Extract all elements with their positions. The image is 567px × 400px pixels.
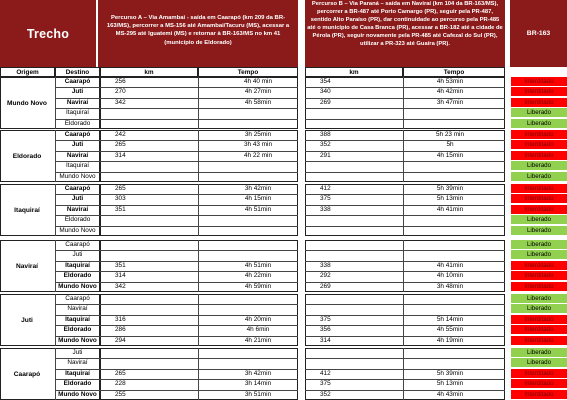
route-a-km-cell: 342 <box>115 282 126 290</box>
route-a-km-cell: 351 <box>115 261 126 269</box>
route-b-km-cell <box>320 250 350 260</box>
route-a-km-cell: 256 <box>115 78 126 85</box>
destination-cell: Caarapó <box>64 78 91 85</box>
route-a-time-cell <box>228 294 288 304</box>
route-b-time-cell: 4h 42min <box>436 88 464 96</box>
route-b-time-cell: 4h 19min <box>436 336 464 344</box>
route-a-km-cell: 286 <box>115 326 126 334</box>
origin-block <box>0 240 567 292</box>
route-a-time-cell: 4h 27min <box>244 88 272 96</box>
br163-status-cell: Interditado <box>511 325 567 335</box>
destination-cell: Mundo Novo <box>58 282 97 290</box>
route-b-km-cell: 291 <box>320 151 331 159</box>
br163-status-cell: Interditado <box>511 261 567 271</box>
route-b-time-cell: 5h 13min <box>436 380 464 388</box>
route-a-time-cell: 3h 25min <box>244 131 272 138</box>
br163-status-cell: Interditado <box>511 390 567 400</box>
route-b-time-cell: 3h 47min <box>436 98 464 106</box>
route-a-time-cell: 3h 42min <box>244 369 272 377</box>
br163-status-cell: Interditado <box>511 98 567 108</box>
route-b-km-cell <box>320 119 350 129</box>
route-b-km-cell <box>320 294 350 304</box>
destination-cell: Mundo Novo <box>59 172 96 180</box>
route-a-time-cell <box>228 240 288 250</box>
route-a-time-cell <box>228 226 288 236</box>
route-a-time-cell <box>228 348 288 358</box>
br163-status-cell: Liberado <box>511 358 567 368</box>
br163-status-cell: Interditado <box>511 205 567 215</box>
destination-cell: Mundo Novo <box>58 336 97 344</box>
column-divider <box>198 348 199 400</box>
br163-status-cell: Interditado <box>511 369 567 379</box>
destination-cell: Juti <box>71 141 84 149</box>
route-a-km-cell <box>115 348 145 358</box>
route-a-km-cell <box>115 226 145 236</box>
route-b-time-cell <box>420 304 480 314</box>
destination-cell: Caarapó <box>64 131 91 138</box>
column-divider <box>403 130 404 182</box>
route-b-km-cell: 352 <box>320 141 331 149</box>
destination-cell: Naviraí <box>66 151 89 159</box>
route-b-km-cell: 269 <box>320 98 331 106</box>
route-b-km-cell <box>320 358 350 368</box>
br163-status-cell: Interditado <box>511 282 567 292</box>
destination-cell: Itaquiraí <box>65 315 90 323</box>
route-a-time-cell: 4h 51min <box>244 205 272 213</box>
route-a-time-cell: 4h 6min <box>246 326 270 334</box>
br163-status-cell: Liberado <box>511 226 567 236</box>
route-b-km-cell <box>320 108 350 118</box>
route-b-time-cell: 5h 14min <box>436 315 464 323</box>
destination-cell: Itaquiraí <box>65 109 90 117</box>
column-divider <box>403 294 404 346</box>
destination-cell: Mundo Novo <box>59 226 96 234</box>
destination-cell: Eldorado <box>64 119 91 127</box>
route-b-description: Percurso B – Via Paraná – saída em Naviraí (km 104 da BR-163/MS), percorrer a BR-487 até Porto Camargo (PR), seguir pela PR-487, sentido Alto Paraíso (PR), dar continuidade ao percurso pela PR-485 até o município de Casa Branca (PR), acessar a BR-182 até a cidade de Pérola (PR), seguir novamente pela PR-485 até Cafezal do Sul (PR), utilizar a PR-323 até Guaíra (PR). <box>305 0 505 67</box>
origin-label: Juti <box>21 316 33 324</box>
route-b-time-cell <box>420 161 480 171</box>
route-a-km-cell: 270 <box>115 88 126 96</box>
route-a-km-cell <box>115 304 145 314</box>
route-a-km-cell <box>115 250 145 260</box>
br163-status-cell: Interditado <box>511 315 567 325</box>
route-b-time-cell: 4h 43min <box>436 390 464 398</box>
br163-status-cell: Interditado <box>511 194 567 204</box>
destination-cell: Juti <box>71 88 84 96</box>
br163-status-cell: Interditado <box>511 271 567 281</box>
br163-status-cell: Interditado <box>511 336 567 346</box>
origin-label: Naviraí <box>16 262 38 270</box>
route-b-km-cell: 356 <box>320 326 331 334</box>
route-b-time-cell <box>420 226 480 236</box>
br163-status-cell: Liberado <box>511 161 567 171</box>
column-divider <box>403 348 404 400</box>
br163-status-cell: Interditado <box>511 379 567 389</box>
destination-cell: Caarapó <box>64 185 91 192</box>
destination-cell: Naviraí <box>67 305 88 313</box>
destination-cell: Itaquiraí <box>65 369 90 377</box>
route-b-km-cell: 375 <box>320 195 331 203</box>
route-b-km-cell: 269 <box>320 282 331 290</box>
route-a-time-cell <box>228 215 288 225</box>
column-divider <box>403 240 404 292</box>
column-divider <box>198 77 199 129</box>
route-a-time-cell <box>228 108 288 118</box>
route-b-km-cell <box>320 240 350 250</box>
route-b-km-cell <box>320 161 350 171</box>
route-b-time-cell <box>420 119 480 129</box>
route-a-km-cell: 314 <box>115 272 126 280</box>
route-b-time-cell <box>420 250 480 260</box>
destination-cell: Eldorado <box>63 272 92 280</box>
origin-block <box>0 294 567 346</box>
route-a-time-cell: 4h 22 min <box>243 151 273 159</box>
destination-cell: Juti <box>71 195 84 203</box>
route-b-km-cell: 340 <box>320 88 331 96</box>
br163-status-cell: Liberado <box>511 215 567 225</box>
route-b-time-cell: 4h 55min <box>436 326 464 334</box>
br163-status-cell: Interditado <box>511 130 567 140</box>
column-divider <box>198 294 199 346</box>
route-a-km-cell: 342 <box>115 98 126 106</box>
route-a-time-cell: 4h 59min <box>244 282 272 290</box>
destination-cell: Caarapó <box>65 295 90 302</box>
destination-cell: Mundo Novo <box>58 390 97 398</box>
destination-cell: Itaquiraí <box>65 261 90 269</box>
br163-status-cell: Interditado <box>511 184 567 194</box>
route-a-km-cell <box>115 108 145 118</box>
column-divider <box>403 77 404 129</box>
route-a-km-cell: 314 <box>115 151 126 159</box>
br163-status-cell: Interditado <box>511 87 567 97</box>
route-a-time-cell <box>228 119 288 129</box>
br163-status-cell: Liberado <box>511 304 567 314</box>
route-a-time-cell: 3h 42min <box>244 185 272 192</box>
destination-cell: Caarapó <box>65 241 90 248</box>
route-b-km-cell <box>320 215 350 225</box>
route-b-km-cell: 412 <box>320 185 331 192</box>
route-a-time-cell <box>228 161 288 171</box>
route-a-time-cell: 3h 14min <box>244 380 272 388</box>
br163-status-cell: Liberado <box>511 119 567 129</box>
route-b-km-cell: 388 <box>320 131 331 138</box>
route-a-time-cell: 4h 20min <box>244 315 272 323</box>
origin-label: Mundo Novo <box>7 99 47 107</box>
route-a-km-cell <box>115 294 145 304</box>
route-a-km-cell <box>115 161 145 171</box>
br163-status-cell: Interditado <box>511 151 567 161</box>
origin-label: Itaquiraí <box>14 206 40 214</box>
route-a-km-cell: 303 <box>115 195 126 203</box>
col-b-tempo-header: Tempo <box>403 67 505 77</box>
route-b-time-cell: 5h 13min <box>436 195 464 203</box>
br163-status-cell: Interditado <box>511 140 567 150</box>
route-b-km-cell: 375 <box>320 315 331 323</box>
column-divider <box>403 184 404 236</box>
br163-status-cell: Interditado <box>511 77 567 87</box>
route-a-km-cell: 294 <box>115 336 126 344</box>
route-a-km-cell <box>115 119 145 129</box>
route-b-km-cell: 412 <box>320 369 331 377</box>
route-a-km-cell: 265 <box>115 369 126 377</box>
route-a-km-cell: 316 <box>115 315 126 323</box>
route-b-time-cell <box>420 215 480 225</box>
route-b-time-cell: 4h 41min <box>436 261 464 269</box>
route-b-km-cell <box>320 226 350 236</box>
route-b-km-cell <box>320 172 350 182</box>
destination-cell: Naviraí <box>66 98 89 106</box>
route-a-time-cell: 3h 51min <box>244 390 272 398</box>
destination-cell: Eldorado <box>63 380 92 388</box>
trecho-header: Trecho <box>0 0 96 67</box>
route-a-km-cell: 351 <box>115 205 126 213</box>
route-a-km-cell: 265 <box>115 141 126 149</box>
col-destino-header: Destino <box>55 67 100 77</box>
route-b-km-cell: 375 <box>320 380 331 388</box>
column-divider <box>198 240 199 292</box>
route-b-time-cell: 5h 39min <box>436 369 464 377</box>
route-b-km-cell: 352 <box>320 390 331 398</box>
route-a-time-cell: 4h 40 min <box>243 78 273 85</box>
br163-header: BR-163 <box>510 0 567 67</box>
route-b-time-cell: 3h 48min <box>436 282 464 290</box>
route-b-km-cell <box>320 348 350 358</box>
br163-status-cell: Liberado <box>511 250 567 260</box>
route-b-time-cell <box>420 348 480 358</box>
route-a-time-cell: 4h 58min <box>244 98 272 106</box>
route-a-time-cell: 4h 22min <box>244 272 272 280</box>
route-b-km-cell: 354 <box>320 78 331 85</box>
route-b-time-cell: 5h 39min <box>436 185 464 192</box>
route-b-time-cell: 4h 15min <box>436 151 464 159</box>
route-b-time-cell <box>420 240 480 250</box>
col-origem-header: Origem <box>0 67 55 77</box>
destination-cell: Eldorado <box>63 326 92 334</box>
br163-status-cell: Liberado <box>511 108 567 118</box>
route-a-time-cell <box>228 358 288 368</box>
route-b-time-cell: 4h 41min <box>436 205 464 213</box>
destination-cell: Itaquiraí <box>65 162 90 170</box>
origin-block <box>0 77 567 129</box>
route-a-km-cell: 255 <box>115 390 126 398</box>
route-a-km-cell <box>115 358 145 368</box>
route-a-time-cell <box>228 172 288 182</box>
route-b-km-cell <box>320 304 350 314</box>
route-b-time-cell <box>420 294 480 304</box>
route-a-km-cell: 265 <box>115 185 126 192</box>
br163-status-cell: Liberado <box>511 294 567 304</box>
destination-cell: Juti <box>72 251 83 259</box>
route-b-time-cell <box>420 358 480 368</box>
br163-status-cell: Liberado <box>511 240 567 250</box>
route-b-km-cell: 314 <box>320 336 331 344</box>
route-a-time-cell: 4h 51min <box>244 261 272 269</box>
route-a-km-cell: 228 <box>115 380 126 388</box>
route-a-time-cell: 4h 21min <box>244 336 272 344</box>
route-b-km-cell: 292 <box>320 272 331 280</box>
destination-cell: Juti <box>72 349 83 356</box>
column-divider <box>198 184 199 236</box>
route-b-time-cell: 5h <box>446 141 454 149</box>
route-a-time-cell <box>228 250 288 260</box>
destination-cell: Naviraí <box>66 205 89 213</box>
br163-status-cell: Liberado <box>511 172 567 182</box>
route-b-time-cell: 4h 10min <box>436 272 464 280</box>
origin-label: Eldorado <box>12 152 42 160</box>
destination-cell: Eldorado <box>64 216 91 224</box>
route-a-km-cell: 242 <box>115 131 126 138</box>
route-a-description: Percurso A – Via Amambai - saída em Caarapó (km 209 da BR-163/MS), percorrer a MS-156 até Amambai/Tacuru (MS), acessar a MS-295 até Iguatemi (MS) e retornar à BR-163/MS no km 41 (município de Eldorado) <box>98 0 298 67</box>
route-b-km-cell: 338 <box>320 205 331 213</box>
route-b-time-cell <box>420 108 480 118</box>
route-b-time-cell: 5h 23 min <box>435 131 465 138</box>
route-a-time-cell: 4h 15min <box>244 195 272 203</box>
route-b-km-cell: 338 <box>320 261 331 269</box>
origin-block <box>0 184 567 236</box>
destination-cell: Naviraí <box>67 359 88 367</box>
route-a-time-cell: 3h 43 min <box>243 141 273 149</box>
col-a-km-header: km <box>100 67 198 77</box>
origin-block <box>0 348 567 400</box>
origin-block <box>0 130 567 182</box>
origin-label: Caarapó <box>13 370 41 378</box>
route-b-time-cell <box>420 172 480 182</box>
col-a-tempo-header: Tempo <box>198 67 298 77</box>
column-divider <box>198 130 199 182</box>
route-a-time-cell <box>228 304 288 314</box>
route-a-km-cell <box>115 215 145 225</box>
br163-status-cell: Liberado <box>511 348 567 358</box>
route-a-km-cell <box>115 172 145 182</box>
route-a-km-cell <box>115 240 145 250</box>
route-b-time-cell: 4h 53min <box>436 78 464 85</box>
col-b-km-header: km <box>305 67 403 77</box>
